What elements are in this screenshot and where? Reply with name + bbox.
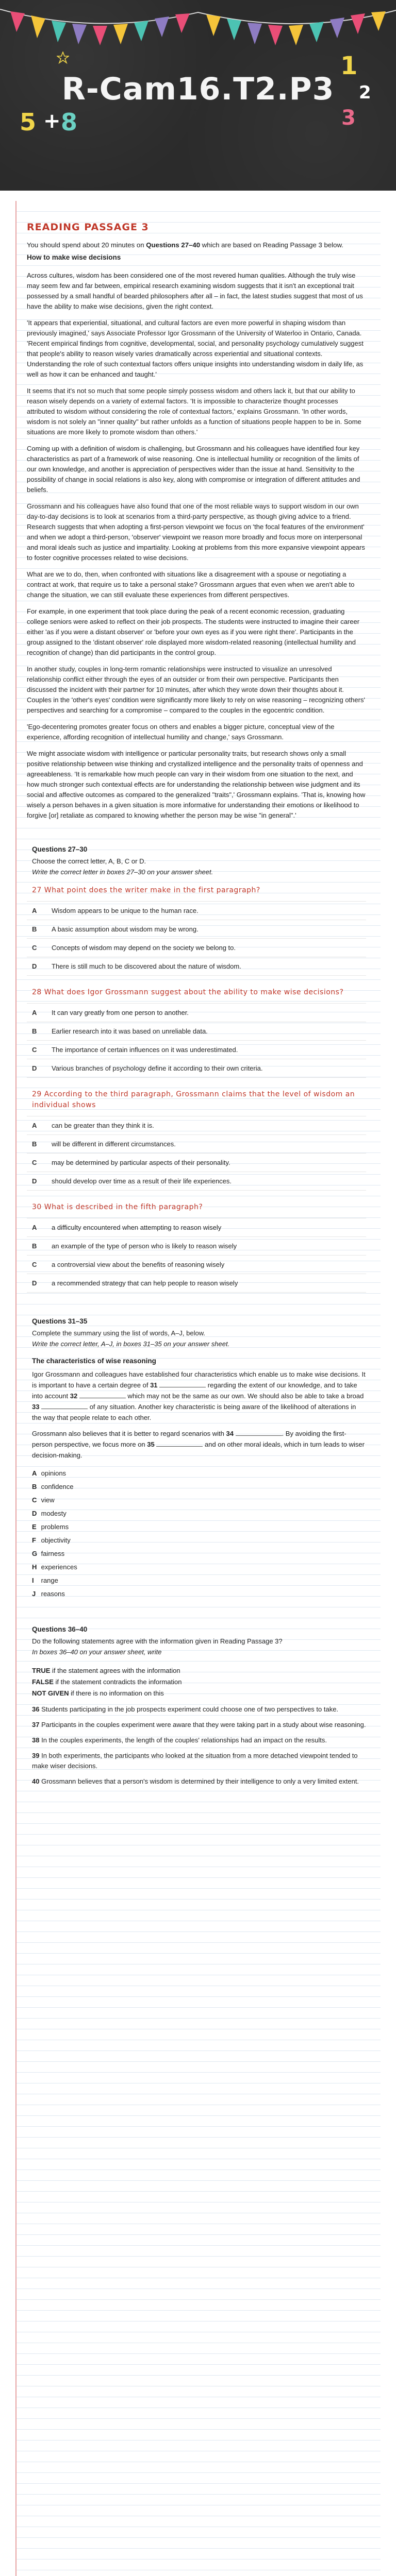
- mcq-options: [27, 1116, 366, 1191]
- word-text: objectivity: [41, 1536, 71, 1544]
- gap-blank-34[interactable]: [236, 1429, 282, 1436]
- word-item: [32, 1561, 366, 1574]
- option-letter: B: [32, 1140, 37, 1148]
- intro-suffix: which are based on Reading Passage 3 below.: [200, 241, 343, 249]
- statement-number: 37: [32, 1721, 40, 1728]
- word-text: experiences: [41, 1563, 77, 1571]
- option-letter: C: [32, 1261, 37, 1268]
- statement-number: 39: [32, 1752, 40, 1759]
- summary-text: of any situation. Another key characteristic is being aware of the likelihood of alterations in the way that people relate to each other.: [32, 1403, 356, 1421]
- mcq-options: [27, 1003, 366, 1078]
- word-item: [32, 1574, 366, 1587]
- option-letter: C: [32, 1159, 37, 1166]
- summary-text: regarding the extent of our knowledge, and to take into account: [32, 1381, 357, 1400]
- word-text: opinions: [41, 1469, 67, 1477]
- tfng-row: [32, 1688, 366, 1699]
- question-instruction: Do the following statements agree with the information given in Reading Passage 3?: [32, 1637, 283, 1645]
- passage-heading: READING PASSAGE 3: [27, 222, 149, 233]
- mcq-question-text: 28 What does Igor Grossmann suggest about the ability to make wise decisions?: [32, 988, 344, 996]
- mcq-question-29: [27, 1089, 366, 1191]
- passage-section: [27, 201, 366, 821]
- questions-36-40: [27, 1625, 366, 1787]
- option-letter: A: [32, 1122, 37, 1129]
- word-item: [32, 1547, 366, 1561]
- passage-intro: [27, 240, 366, 250]
- word-letter: J: [32, 1590, 36, 1598]
- word-text: reasons: [41, 1590, 65, 1598]
- summary-paragraph-1: [32, 1369, 366, 1423]
- summary-text: . By avoiding the first-person perspective, we focus more on: [32, 1430, 346, 1448]
- word-item: [32, 1520, 366, 1534]
- chalk-plus-left: +: [43, 109, 61, 133]
- question-instruction: Choose the correct letter, A, B, C or D.: [32, 857, 146, 865]
- option-letter: D: [32, 1279, 37, 1287]
- page-title: R-Cam16.T2.P3: [61, 71, 335, 107]
- paragraph: For example, in one experiment that took place during the peak of a recent economic recession, graduating college seniors were asked to reflect on their job prospects. The students were instructed to imagine their career either 'as if you were a distant observer' or 'before your own eyes as if you were right there'. Participants in the group assigned to the 'distant observer' role displayed more wisdom-related reasoning (intellectual humility and recognition of change) than did participants in the control group.: [27, 607, 360, 656]
- mcq-question-text: 27 What point does the writer make in the first paragraph?: [32, 886, 260, 894]
- mcq-question-text: 30 What is described in the fifth paragraph?: [32, 1203, 203, 1211]
- word-item: [32, 1534, 366, 1547]
- word-text: range: [41, 1577, 58, 1584]
- option-text: A basic assumption about wisdom may be wrong.: [52, 925, 199, 933]
- mcq-option[interactable]: [27, 920, 366, 938]
- mcq-option[interactable]: [27, 957, 366, 976]
- chalk-digit-right-2: 2: [359, 82, 371, 103]
- paragraph: 'Ego-decentering promotes greater focus on others and enables a bigger picture, conceptual view of the experience, affording recognition of intellectual humility and change,' says Grossmann.: [27, 723, 335, 741]
- tfng-legend: [32, 1665, 366, 1699]
- option-letter: B: [32, 1242, 37, 1250]
- mcq-options: [27, 901, 366, 976]
- option-letter: D: [32, 1064, 37, 1072]
- mcq-options: [27, 1218, 366, 1293]
- summary-paragraph-2: [32, 1428, 366, 1461]
- question-range: Questions 31–35: [32, 1317, 88, 1325]
- statement-40: [32, 1776, 366, 1787]
- statement-number: 40: [32, 1777, 40, 1785]
- mcq-option[interactable]: [27, 1236, 366, 1255]
- word-letter: F: [32, 1536, 36, 1544]
- option-text: will be different in different circumstances.: [52, 1140, 176, 1148]
- word-text: confidence: [41, 1483, 74, 1490]
- option-text: Various branches of psychology define it according to their own criteria.: [52, 1064, 263, 1072]
- mcq-option[interactable]: [27, 1003, 366, 1022]
- option-text: may be determined by particular aspects of their personality.: [52, 1159, 230, 1166]
- statement-number: 38: [32, 1736, 40, 1744]
- word-letter: B: [32, 1483, 37, 1490]
- mcq-option[interactable]: [27, 901, 366, 920]
- tfng-key: TRUE: [32, 1667, 51, 1674]
- notebook-paper: [15, 201, 381, 2576]
- word-letter: I: [32, 1577, 34, 1584]
- word-text: view: [41, 1496, 55, 1504]
- statement-text: Participants in the couples experiment were aware that they were taking part in a study about wise reasoning.: [41, 1721, 366, 1728]
- gap-blank-35[interactable]: [156, 1440, 203, 1447]
- statement-39: [32, 1751, 366, 1771]
- option-letter: C: [32, 944, 37, 952]
- option-letter: D: [32, 1177, 37, 1185]
- option-text: Earlier research into it was based on unreliable data.: [52, 1027, 208, 1035]
- gap-blank-33[interactable]: [41, 1402, 88, 1409]
- option-letter: B: [32, 1027, 37, 1035]
- question-range: Questions 27–30: [32, 845, 88, 853]
- chalk-digit-left-2: 8: [61, 108, 78, 136]
- option-text: Wisdom appears to be unique to the human race.: [52, 907, 199, 914]
- mcq-option[interactable]: [27, 1116, 366, 1134]
- statement-number: 36: [32, 1705, 40, 1713]
- word-letter: G: [32, 1550, 38, 1557]
- paragraph: Coming up with a definition of wisdom is challenging, but Grossmann and his colleagues have identified four key characteristics as part of a framework of wise reasoning. One is intellectual humility or recognition of the limits of our own knowledge, and another is appreciation of perspectives wider than the issue at hand. Sensitivity to the possibility of change in social relations is also key, along with compromise or integration of different attitudes and beliefs.: [27, 445, 360, 494]
- question-range: Questions 36–40: [32, 1625, 88, 1633]
- option-text: a difficulty encountered when attempting to reason wisely: [52, 1224, 222, 1231]
- option-letter: A: [32, 1224, 37, 1231]
- mcq-question-30: [27, 1202, 366, 1293]
- option-text: There is still much to be discovered about the nature of wisdom.: [52, 962, 241, 970]
- gap-number: 33: [32, 1403, 40, 1411]
- mcq-question-28: [27, 987, 366, 1078]
- question-instruction-2: Write the correct letter, A–J, in boxes 31–35 on your answer sheet.: [32, 1340, 230, 1348]
- paragraph: Across cultures, wisdom has been considered one of the most revered human qualities. Although the truly wise may seem few and far between, empirical research examining wisdom suggests that it isn't an exceptional trait possessed by a small handful of bearded philosophers after all – in fact, the latest studies suggest that most of us have the ability to make wise decisions, given the right context.: [27, 272, 363, 310]
- statement-text: Grossmann believes that a person's wisdom is determined by their intelligence to only a very limited extent.: [41, 1777, 359, 1785]
- questions-27-30: [27, 845, 366, 1293]
- tfng-row: [32, 1676, 366, 1688]
- option-letter: D: [32, 962, 37, 970]
- mcq-question-text: 29 According to the third paragraph, Grossmann claims that the level of wisdom an individual shows: [32, 1090, 355, 1109]
- option-letter: A: [32, 907, 37, 914]
- paragraph: What are we to do, then, when confronted with situations like a disagreement with a spouse or negotiating a contract at work, that require us to take a personal stake? Grossmann argues that even when we aren't able to change the situation, we can still evaluate these experiences from different perspectives.: [27, 570, 355, 599]
- summary-text: Grossmann also believes that it is better to regard scenarios with: [32, 1430, 226, 1437]
- gap-number: 35: [147, 1440, 155, 1448]
- summary-text: Igor Grossmann and colleagues have established four characteristics which enable us to make wise decisions. It is important to have a certain degree of: [32, 1370, 366, 1389]
- summary-text: and on other moral ideals, which in turn leads to wiser decision-making.: [32, 1440, 365, 1459]
- question-instruction: Complete the summary using the list of words, A–J, below.: [32, 1329, 205, 1337]
- word-letter: E: [32, 1523, 37, 1531]
- mcq-option[interactable]: [27, 1059, 366, 1078]
- star-doodle-icon: [57, 52, 69, 64]
- paragraph: It seems that it's not so much that some people simply possess wisdom and others lack it, but that our ability to reason wisely depends on a variety of external factors. 'It is impossible to characterize thought processes attributed to wisdom without considering the role of contextual factors,' explains Grossmann. 'In other words, wisdom is not solely an "inner quality" but rather unfolds as a function of situations people happen to be in. Some situations are more likely to promote wisdom than others.': [27, 387, 361, 436]
- paragraph: Grossmann and his colleagues have also found that one of the most reliable ways to support wisdom in our own day-to-day decisions is to look at scenarios from a third-party perspective, as though giving advice to a friend. Research suggests that when adopting a first-person viewpoint we focus on 'the focal features of the environment' and when we adopt a third-person, 'observer' viewpoint we reason more broadly and focus more on interpersonal and moral ideals such as justice and impartiality. Looking at problems from this more expansive viewpoint appears to foster cognitive processes related to wise decisions.: [27, 502, 365, 562]
- option-text: The importance of certain influences on it was underestimated.: [52, 1046, 238, 1054]
- statement-text: Students participating in the job prospects experiment could choose one of two perspectives to take.: [41, 1705, 339, 1713]
- mcq-option[interactable]: [27, 1172, 366, 1191]
- option-text: a recommended strategy that can help people to reason wisely: [52, 1279, 238, 1287]
- summary-text: which may not be the same as our own. We should also be able to take a broad: [125, 1392, 364, 1400]
- word-item: [32, 1587, 366, 1601]
- word-letter: H: [32, 1563, 37, 1571]
- option-text: an example of the type of person who is likely to reason wisely: [52, 1242, 237, 1250]
- summary-title: The characteristics of wise reasoning: [32, 1357, 156, 1365]
- mcq-option[interactable]: [27, 1218, 366, 1236]
- word-list: [32, 1467, 366, 1601]
- paragraph: In another study, couples in long-term romantic relationships were instructed to visualize an unresolved relationship conflict either through the eyes of an outsider or from their own perspective. Participants then discussed the incident with their partner for 10 minutes, after which they wrote down their thoughts about it. Couples in the 'other's eyes' condition were significantly more likely to rely on wise reasoning – recognizing others' perspectives and searching for a compromise – compared to the couples in the egocentric condition.: [27, 665, 365, 714]
- word-letter: A: [32, 1469, 37, 1477]
- word-text: fairness: [41, 1550, 65, 1557]
- tfng-desc: if the statement contradicts the information: [55, 1678, 182, 1686]
- intro-prefix: You should spend about 20 minutes on: [27, 241, 146, 249]
- bunting-decoration: [0, 0, 396, 57]
- statement-text: In both experiments, the participants who looked at the situation from a more detached viewpoint tended to make wiser decisions.: [32, 1752, 358, 1770]
- gap-number: 31: [150, 1381, 158, 1389]
- statement-38: [32, 1735, 366, 1745]
- gap-number: 34: [226, 1430, 234, 1437]
- option-letter: B: [32, 925, 37, 933]
- option-letter: A: [32, 1009, 37, 1016]
- option-letter: C: [32, 1046, 37, 1054]
- chalk-digit-right-1: 1: [340, 52, 358, 80]
- mcq-option[interactable]: [27, 1022, 366, 1040]
- chalk-digit-right-3: 3: [341, 106, 356, 130]
- mcq-option[interactable]: [27, 1153, 366, 1172]
- gap-blank-32[interactable]: [79, 1392, 126, 1398]
- option-text: should develop over time as a result of their life experiences.: [52, 1177, 232, 1185]
- tfng-key: FALSE: [32, 1678, 54, 1686]
- chalk-digit-left-1: 5: [20, 108, 37, 136]
- intro-question-range: Questions 27–40: [146, 241, 201, 249]
- option-text: Concepts of wisdom may depend on the society we belong to.: [52, 944, 236, 952]
- tfng-desc: if there is no information on this: [71, 1689, 164, 1697]
- option-text: It can vary greatly from one person to another.: [52, 1009, 189, 1016]
- tfng-desc: if the statement agrees with the information: [52, 1667, 180, 1674]
- mcq-question-27: [27, 885, 366, 976]
- questions-31-35: [27, 1317, 366, 1601]
- passage-title: How to make wise decisions: [27, 253, 121, 261]
- tfng-row: [32, 1665, 366, 1676]
- mcq-option[interactable]: [27, 1255, 366, 1274]
- word-item: [32, 1467, 366, 1480]
- statement-37: [32, 1720, 366, 1730]
- mcq-option[interactable]: [27, 1134, 366, 1153]
- tfng-key: NOT GIVEN: [32, 1689, 69, 1697]
- word-text: problems: [41, 1523, 69, 1531]
- paragraph: 'It appears that experiential, situational, and cultural factors are even more powerful in shaping wisdom than previously imagined,' says Associate Professor Igor Grossmann of the University of Waterloo in Ontario, Canada. 'Recent empirical findings from cognitive, developmental, social, and personality psychology cumulatively suggest that people's ability to reason wisely varies dramatically across experiential and situational contexts. Understanding the role of such contextual factors offers unique insights into understanding wisdom in daily life, as well as how it can be enhanced and taught.': [27, 319, 364, 378]
- word-item: [32, 1480, 366, 1494]
- question-instruction-2: In boxes 36–40 on your answer sheet, write: [32, 1648, 162, 1656]
- word-item: [32, 1507, 366, 1520]
- statement-text: In the couples experiments, the length of the couples' relationships had an impact on the results.: [41, 1736, 327, 1744]
- word-text: modesty: [41, 1510, 67, 1517]
- question-instruction-2: Write the correct letter in boxes 27–30 on your answer sheet.: [32, 868, 213, 876]
- word-letter: C: [32, 1496, 37, 1504]
- mcq-option[interactable]: [27, 938, 366, 957]
- gap-number: 32: [70, 1392, 78, 1400]
- statement-36: [32, 1704, 366, 1715]
- header-chalkboard: [0, 0, 396, 191]
- word-letter: D: [32, 1510, 37, 1517]
- mcq-option[interactable]: [27, 1040, 366, 1059]
- option-text: a controversial view about the benefits of reasoning wisely: [52, 1261, 225, 1268]
- mcq-option[interactable]: [27, 1274, 366, 1293]
- paragraph: We might associate wisdom with intelligence or particular personality traits, but research shows only a small positive relationship between wise thinking and crystallized intelligence and the personality traits of openness and agreeableness. 'It is remarkable how much people can vary in their wisdom from one situation to the next, and how much stronger such contextual effects are for understanding the relationship between wise judgment and its social and affective outcomes as compared to the generalized "traits",' Grossmann explains. 'That is, knowing how wisely a person behaves in a given situation is more informative for understanding their emotions or likelihood to forgive [or] retaliate as compared to knowing whether the person may be wise "in general".': [27, 750, 366, 819]
- gap-blank-31[interactable]: [159, 1381, 206, 1387]
- word-item: [32, 1494, 366, 1507]
- option-text: can be greater than they think it is.: [52, 1122, 154, 1129]
